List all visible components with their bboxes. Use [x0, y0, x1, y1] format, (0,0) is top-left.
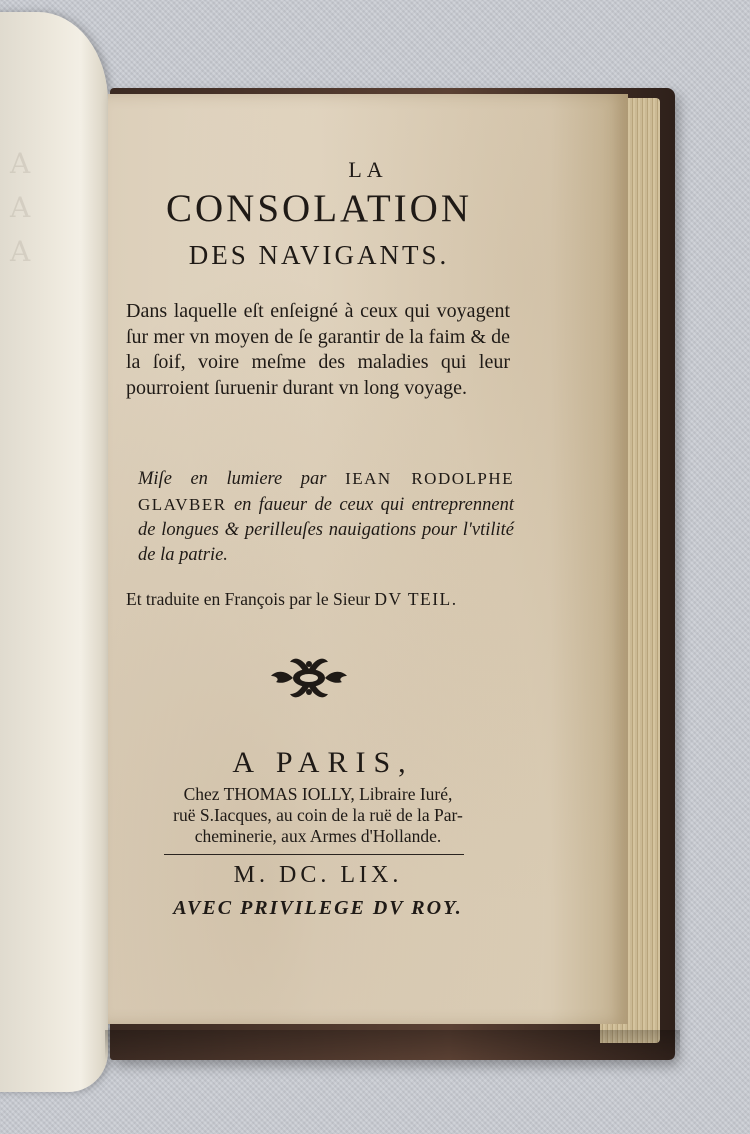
title-navigants: DES NAVIGANTS. [188, 240, 450, 270]
horizontal-rule [164, 854, 464, 855]
imprint-place: A PARIS, [232, 746, 414, 779]
author-suffix: en faueur de ceux qui entreprennent de longues & perilleuſes nauigations pour l'vtilité de la patrie. [138, 495, 514, 565]
left-page [0, 12, 108, 1092]
imprint-block [120, 784, 516, 847]
imprint-line-2: ruë S.Iacques, au coin de la ruë de la Par- [173, 805, 463, 825]
imprint-line-1: Chez THOMAS IOLLY, Libraire Iuré, [183, 784, 453, 804]
privilege-line: AVEC PRIVILEGE DV ROY. [173, 897, 463, 919]
shadow [105, 1030, 680, 1060]
translator-name: DV TEIL. [374, 589, 458, 609]
floral-fleuron-icon [268, 652, 350, 704]
description-paragraph: Dans laquelle eſt enſeigné à ceux qui voyagent ſur mer vn moyen de ſe garantir de la faim & de la ſoif, voire meſme des maladies qui leur pourroient ſuruenir durant vn long voyage. [126, 300, 510, 399]
author-name-1: IEAN RODOLPHE [345, 469, 514, 488]
translator-prefix: Et traduite en François par le Sieur [126, 589, 370, 609]
title-la: LA [348, 157, 388, 182]
author-prefix: Miſe en lumiere par [138, 469, 327, 489]
title-consolation: CONSOLATION [166, 187, 472, 230]
imprint-line-3: cheminerie, aux Armes d'Hollande. [194, 826, 442, 846]
translator-line [126, 589, 518, 610]
publication-date: M. DC. LIX. [233, 862, 403, 888]
author-name-2: GLAVBER [138, 495, 227, 514]
title-page [108, 94, 628, 1024]
author-paragraph [138, 466, 514, 568]
bleed-through-text: A A A [10, 147, 34, 268]
